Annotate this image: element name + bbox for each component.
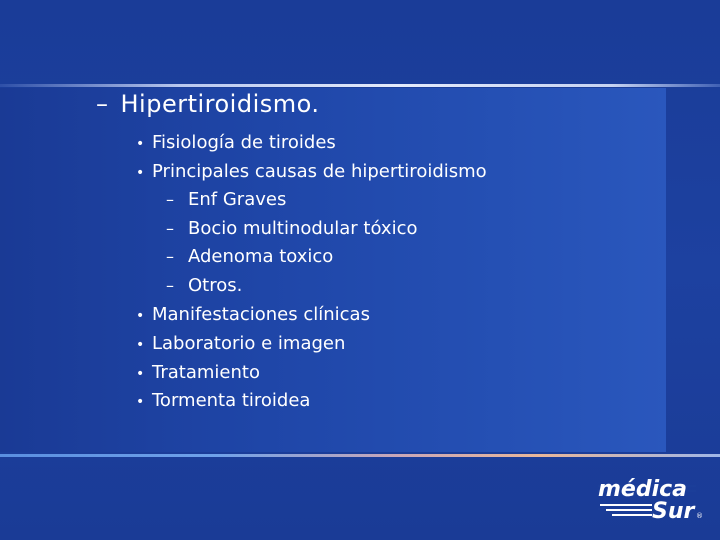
list-item [136,161,487,184]
sub-marker: – [166,190,174,209]
heading-text: Hipertiroidismo. [120,90,320,118]
list-item-text: Laboratorio e imagen [152,333,346,354]
list-item-text: Adenoma toxico [188,246,334,267]
logo-line2: Sur [652,499,695,524]
logo-line1: médica [598,477,688,502]
list-item [136,390,310,413]
list-item-text: Enf Graves [188,189,287,210]
bullet-marker: • [136,165,145,181]
bullet-marker: • [136,308,145,324]
sub-list-item [166,246,333,268]
bottom-divider [0,454,720,457]
sub-marker: – [166,219,174,238]
sub-list-item [166,218,417,240]
slide-heading [96,90,320,118]
list-item-text: Manifestaciones clínicas [152,304,370,325]
bullet-marker: • [136,366,145,382]
list-item-text: Principales causas de hipertiroidismo [152,161,487,182]
bullet-marker: • [136,394,145,410]
medica-sur-logo [598,476,706,524]
bullet-marker: • [136,136,145,152]
sub-marker: – [166,276,174,295]
bullet-marker: • [136,337,145,353]
list-item-text: Fisiología de tiroides [152,132,336,153]
list-item-text: Tormenta tiroidea [152,390,311,411]
list-item [136,362,260,385]
list-item [136,304,370,327]
list-item [136,132,336,155]
sub-list-item [166,189,286,211]
list-item-text: Tratamiento [152,362,260,383]
list-item [136,333,345,356]
sub-marker: – [166,247,174,266]
list-item-text: Bocio multinodular tóxico [188,218,418,239]
top-divider [0,84,720,87]
list-item-text: Otros. [188,275,243,296]
sub-list-item [166,275,242,297]
heading-marker: – [96,90,109,118]
logo-registered-mark: ® [696,512,703,520]
